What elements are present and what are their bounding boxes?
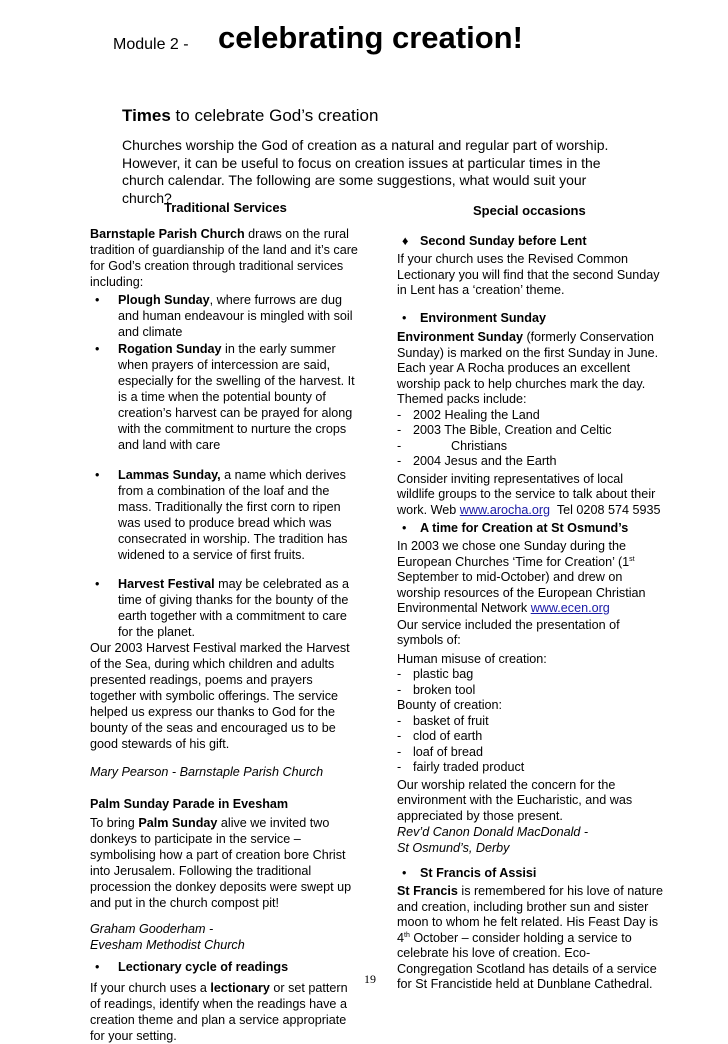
lectionary-heading bbox=[90, 959, 360, 975]
symbol-item: - plastic bag bbox=[397, 667, 474, 681]
env-paragraph-2 bbox=[397, 472, 663, 519]
module-label: Module 2 - bbox=[113, 36, 189, 53]
lect-bold: lectionary bbox=[210, 981, 270, 995]
bullet-icon: • bbox=[95, 960, 100, 974]
symbol-item: - clod of earth bbox=[397, 729, 483, 743]
lent-heading bbox=[397, 234, 663, 250]
right-column bbox=[397, 234, 663, 993]
arocha-tel: Tel 0208 574 5935 bbox=[550, 502, 661, 517]
osmund-credit-1: Rev’d Canon Donald MacDonald - bbox=[397, 825, 589, 839]
diamond-bullet-icon: ♦ bbox=[402, 234, 409, 248]
arocha-link[interactable]: www.arocha.org bbox=[459, 502, 551, 517]
themed-packs-list bbox=[397, 408, 663, 470]
env-heading-text: Environment Sunday bbox=[420, 311, 546, 325]
left-column bbox=[90, 226, 360, 1044]
osmund-heading-text: A time for Creation at St Osmund’s bbox=[420, 521, 629, 535]
osmund-paragraph-2: Our service included the presentation of symbols of: bbox=[397, 617, 620, 647]
bullet-icon: • bbox=[402, 311, 407, 325]
bullet-icon: • bbox=[402, 521, 407, 535]
osm-a: In 2003 we chose one Sunday during the European Churches ‘Time for Creation’ (1 bbox=[397, 539, 630, 569]
lect-rest: or set pattern of readings, identify when the readings have a creation theme and plan a service appropriate for your setting. bbox=[90, 981, 348, 1043]
lectionary-paragraph bbox=[90, 980, 360, 1044]
pack-item: - 2002 Healing the Land bbox=[397, 407, 540, 422]
pack-item: - Christians bbox=[397, 438, 507, 453]
subtitle-bold: Times bbox=[122, 106, 171, 125]
palm-bold: Palm Sunday bbox=[138, 816, 218, 830]
osm-b: September to mid-October) and drew on worship resources of the European Christian Environmental Network bbox=[397, 570, 646, 615]
palm-credit-1: Graham Gooderham - bbox=[90, 922, 214, 936]
harvest-credit: Mary Pearson - Barnstaple Parish Church bbox=[90, 765, 324, 779]
right-column-heading: Special occasions bbox=[473, 203, 586, 218]
osmund-heading bbox=[397, 521, 663, 537]
env-paragraph bbox=[397, 330, 663, 408]
francis-paragraph bbox=[397, 884, 663, 993]
intro-rest: draws on the rural tradition of guardianship of the land and it’s care for God’s creation through traditional services including: bbox=[90, 227, 358, 289]
ecen-link[interactable]: www.ecen.org bbox=[530, 601, 610, 615]
subtitle-rest: to celebrate God’s creation bbox=[170, 106, 379, 125]
page-number: 19 bbox=[364, 972, 376, 986]
symbol-item: - fairly traded product bbox=[397, 760, 525, 774]
palm-heading: Palm Sunday Parade in Evesham bbox=[90, 797, 289, 811]
env-rest: (formerly Conservation Sunday) is marked on the first Sunday in June. Each year A Rocha produces an excellent worship pack to help churches mark the day. Themed packs include: bbox=[397, 330, 659, 406]
lent-paragraph: If your church uses the Revised Common Lectionary you will find that the second Sunday in Lent has a ‘creation’ theme. bbox=[397, 252, 660, 297]
osmund-paragraph bbox=[397, 539, 663, 617]
bullet-rest: may be celebrated as a time of giving thanks for the bounty of the earth together with a commitment to care for the planet. bbox=[118, 577, 350, 639]
harvest-paragraph: Our 2003 Harvest Festival marked the Harvest of the Sea, during which children and adults presented readings, poems and prayers together with symbolic offerings. The service helped us express our thanks to God for the bounty of the seas and encouraged us to be good stewards of his gift. bbox=[90, 641, 350, 751]
pack-item: - 2004 Jesus and the Earth bbox=[397, 454, 557, 468]
bullet-icon: • bbox=[95, 293, 100, 307]
intro-bold: Barnstaple Parish Church bbox=[90, 227, 245, 241]
section-subtitle bbox=[122, 106, 378, 126]
francis-heading-text: St Francis of Assisi bbox=[420, 866, 537, 880]
francis-b: October – consider holding a service to celebrate his love of creation. Eco-Congregation Scotland has details of a service for St Francistide held at Dunblane Cathedral. bbox=[397, 930, 657, 991]
left-column-heading: Traditional Services bbox=[164, 200, 287, 215]
bullet-bold: Plough Sunday bbox=[118, 293, 210, 307]
bullet-rest: , where furrows are dug and human endeavour is mingled with soil and climate bbox=[118, 293, 353, 339]
env-heading bbox=[397, 311, 663, 327]
bullet-icon: • bbox=[95, 577, 100, 591]
bounty-label: Bounty of creation: bbox=[397, 698, 503, 712]
lect-pre: If your church uses a bbox=[90, 981, 211, 995]
osmund-paragraph-3: Our worship related the concern for the environment with the Eucharistic, and was appreciated by those present. bbox=[397, 777, 633, 823]
symbol-item: - basket of fruit bbox=[397, 713, 489, 728]
symbol-item: - loaf of bread bbox=[397, 744, 484, 759]
env-para2-text: Consider inviting representatives of local wildlife groups to the service to talk about their work. Web bbox=[397, 471, 656, 517]
osmund-credit-2: St Osmund’s, Derby bbox=[397, 840, 510, 855]
page-title: celebrating creation! bbox=[218, 20, 523, 55]
francis-bold: St Francis bbox=[397, 884, 458, 898]
misuse-label: Human misuse of creation: bbox=[397, 651, 547, 666]
bullet-bold: Rogation Sunday bbox=[118, 342, 222, 356]
lectionary-heading-text: Lectionary cycle of readings bbox=[118, 960, 289, 974]
francis-sup: th bbox=[404, 931, 410, 939]
lent-heading-text: Second Sunday before Lent bbox=[420, 234, 587, 248]
palm-rest: alive we invited two donkeys to participate in the service – symbolising how a part of creation bore Christ into Jerusalem. Following the traditional procession the donkey deposits were swept up and put in the church compost pit! bbox=[90, 816, 352, 910]
intro-paragraph: Churches worship the God of creation as a natural and regular part of worship. However, it can be useful to focus on creation issues at particular times in the church calendar. The following are some suggestions, what would suit your church? bbox=[122, 137, 609, 206]
env-bold: Environment Sunday bbox=[397, 330, 523, 344]
francis-a: is remembered for his love of nature and creation, including brother sun and sister moon to whom he felt related. His Feast Day is 4 bbox=[397, 884, 663, 945]
bullet-icon: • bbox=[95, 342, 100, 356]
symbols-list bbox=[397, 652, 663, 776]
palm-credit-2: Evesham Methodist Church bbox=[90, 938, 245, 952]
bullet-rest: in the early summer when prayers of intercession are said, especially for the swelling of the harvest. It is a time when the potential bounty of creation’s harvest can be prayed for along with the commitment to nurture the crops and land with care bbox=[118, 342, 355, 452]
symbol-item: - broken tool bbox=[397, 682, 476, 697]
barnstaple-intro bbox=[90, 226, 360, 290]
bullet-bold: Lammas Sunday, bbox=[118, 468, 221, 482]
bullet-icon: • bbox=[95, 468, 100, 482]
bullet-lammas bbox=[90, 467, 360, 563]
bullet-icon: • bbox=[402, 866, 407, 880]
palm-paragraph bbox=[90, 815, 360, 911]
bullet-rest: a name which derives from a combination of the loaf and the mass. Traditionally the first corn to ripen was used to produce bread which was consecrated in worship. The tradition has widened to a service of first fruits. bbox=[118, 468, 348, 562]
palm-pre: To bring bbox=[90, 816, 139, 830]
bullet-plough bbox=[90, 292, 360, 340]
francis-heading bbox=[397, 866, 663, 882]
bullet-rogation bbox=[90, 341, 360, 453]
pack-item: - 2003 The Bible, Creation and Celtic bbox=[397, 423, 612, 437]
bullet-harvest bbox=[90, 576, 360, 640]
osm-sup: st bbox=[629, 555, 635, 563]
bullet-bold: Harvest Festival bbox=[118, 577, 215, 591]
